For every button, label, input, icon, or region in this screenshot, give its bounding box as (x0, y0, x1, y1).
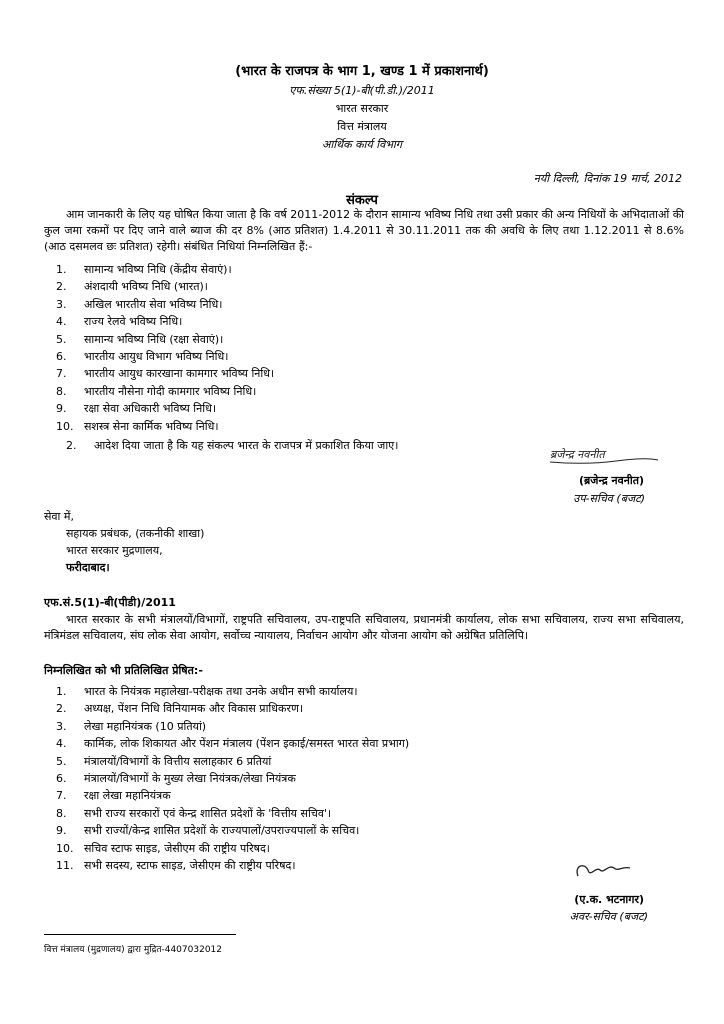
fund-item-number: 7. (56, 367, 67, 381)
copy-recipient-item-text: लेखा महानियंत्रक (10 प्रतियां) (84, 719, 207, 733)
copy-recipient-item (56, 683, 409, 700)
fund-item (56, 400, 274, 417)
fund-item-text: भारतीय आयुध विभाग भविष्य निधि। (84, 349, 229, 363)
copy-recipient-item (56, 700, 409, 717)
ministry-name: वित्त मंत्रालय (337, 120, 387, 133)
copy-recipient-item-text: सभी राज्य सरकारों एवं केन्द्र शासित प्रदेशों के 'वित्तीय सचिव'। (84, 806, 332, 820)
fund-item-number: 4. (56, 315, 67, 329)
copy-recipient-item (56, 735, 409, 752)
fund-item-text: रक्षा सेवा अधिकारी भविष्य निधि। (84, 402, 217, 416)
copy-recipient-item-number: 6. (56, 771, 67, 785)
fund-item-text: अंशदायी भविष्य निधि (भारत)। (84, 280, 208, 294)
copy-recipient-item-text: मंत्रालयों/विभागों के मुख्य लेखा नियंत्रक/लेखा नियंत्रक (84, 771, 296, 785)
fund-item-text: राज्य रेलवे भविष्य निधि। (84, 315, 183, 329)
fund-item-text: सशस्त्र सेना कार्मिक भविष्य निधि। (84, 419, 219, 433)
fund-list (56, 261, 274, 435)
copy-recipient-item-number: 2. (56, 702, 67, 716)
copy-recipient-item-number: 7. (56, 789, 67, 803)
fund-item-number: 3. (56, 297, 67, 311)
copy-recipient-item (56, 857, 409, 874)
copy-recipient-item-number: 3. (56, 719, 67, 733)
copy-recipient-item-text: सभी सदस्य, स्टाफ साइड, जेसीएम की राष्ट्रीय परिषद। (84, 858, 296, 872)
signature-bhatnagar (570, 856, 640, 886)
copy-recipient-item-number: 1. (56, 685, 67, 698)
copy-recipient-item-number: 5. (56, 754, 67, 768)
copy-recipient-item-number: 9. (56, 824, 67, 838)
signatory1-name: (ब्रजेन्द्र नवनीत) (578, 474, 644, 487)
copy-recipient-item-text: रक्षा लेखा महानियंत्रक (84, 789, 171, 803)
department-name: आर्थिक कार्य विभाग (322, 138, 402, 151)
signature-brajendra-text: ब्रजेन्द्र नवनीत (550, 448, 605, 461)
place-and-date: नयी दिल्ली, दिनांक 19 मार्च, 2012 (533, 172, 682, 185)
fund-item-text: सामान्य भविष्य निधि (केंद्रीय सेवाएं)। (84, 263, 232, 276)
government-name: भारत सरकार (335, 102, 389, 115)
copy-recipient-list (56, 683, 409, 874)
fund-item (56, 313, 274, 330)
fund-item-number: 8. (56, 384, 67, 398)
copy-recipient-item-text: मंत्रालयों/विभागों के वित्तीय सलाहकार 6 प्रतियां (84, 754, 272, 768)
copy-recipient-item (56, 840, 409, 857)
resolution-title: संकल्प (346, 193, 378, 208)
fund-item-number: 9. (56, 402, 67, 416)
fund-item-number: 6. (56, 349, 67, 363)
fund-item-text: भारतीय आयुध कारखाना कामगार भविष्य निधि। (84, 367, 275, 381)
signature-stroke (577, 866, 630, 876)
addressee-salutation: सेवा में, (44, 510, 74, 523)
signatory2-name: (ए.क. भटनागर) (574, 893, 644, 906)
resolution-paragraph: आम जानकारी के लिए यह घोषित किया जाता है कि वर्ष 2011-2012 के दौरान सामान्य भविष्य निधि तथा उसी प्रकार की अन्य निधियों के अभिदाताओं की कुल जमा रकमों पर दिए जाने वाले ब्याज की दर 8% (आठ प्रतिशत) 1.4.2011 से 30.11.2011 तक की अवधि के लिए तथा 1.12.2011 से 8.6% (आठ दसमलव छः प्रतिशत) रहेगी। संबंधित निधियां निम्नलिखित हैं:- (44, 208, 685, 253)
signature-brajendra (546, 440, 666, 468)
addressee-line1: सहायक प्रबंधक, (तकनीकी शाखा) (66, 527, 205, 540)
copy-recipient-item-text: भारत के नियंत्रक महालेखा-परीक्षक तथा उनके अधीन सभी कार्यालय। (84, 685, 358, 698)
gazette-note: (भारत के राजपत्र के भाग 1, खण्ड 1 में प्रकाशनार्थ) (235, 64, 489, 79)
order-text: आदेश दिया जाता है कि यह संकल्प भारत के राजपत्र में प्रकाशित किया जाए। (94, 439, 399, 452)
copy-reference: एफ.सं.5(1)-बी(पीडी)/2011 (44, 596, 176, 609)
copy-recipient-item-text: सचिव स्टाफ साइड, जेसीएम की राष्ट्रीय परिषद। (84, 841, 270, 855)
copy-recipient-item-number: 4. (56, 737, 67, 751)
copy-recipient-item (56, 805, 409, 822)
copy-recipient-item (56, 753, 409, 770)
fund-item-number: 1. (56, 263, 67, 276)
fund-item (56, 261, 274, 278)
copy-recipient-item (56, 822, 409, 839)
copy-recipient-item-number: 11. (56, 858, 74, 872)
addressee-line2: भारत सरकार मुद्रणालय, (66, 544, 163, 557)
fund-item-text: भारतीय नौसेना गोदी कामगार भविष्य निधि। (84, 384, 257, 398)
copy-forward-text: भारत सरकार के सभी मंत्रालयों/विभागों, राष्ट्रपति सचिवालय, उप-राष्ट्रपति सचिवालय, प्रधानमंत्री कार्यालय, लोक सभा सचिवालय, राज्य सभा सचिवालय, मंत्रिमंडल सचिवालय, संघ लोक सेवा आयोग, सर्वोच्च न्यायालय, निर्वाचन आयोग और योजना आयोग को अग्रेषित प्रतिलिपि। (44, 613, 684, 642)
printer-footnote: वित्त मंत्रालय (मुद्रणालय) द्वारा मुद्रित-4407032012 (44, 945, 222, 955)
addressee-line3: फरीदाबाद। (66, 561, 110, 574)
signatory1-designation: उप-सचिव (बजट) (573, 492, 645, 505)
copy-recipient-item (56, 718, 409, 735)
fund-item (56, 365, 274, 382)
fund-item (56, 418, 274, 435)
fund-item-text: सामान्य भविष्य निधि (रक्षा सेवाएं)। (84, 332, 224, 346)
copy-recipient-item-text: कार्मिक, लोक शिकायत और पेंशन मंत्रालय (पेंशन इकाई/समस्त भारत सेवा प्रभाग) (84, 737, 410, 751)
signatory2-designation: अवर-सचिव (बजट) (569, 910, 648, 923)
fund-item-text: अखिल भारतीय सेवा भविष्य निधि। (84, 297, 223, 311)
copy-recipient-item (56, 787, 409, 804)
fund-item-number: 10. (56, 419, 74, 433)
fund-item-number: 5. (56, 332, 67, 346)
copy-recipient-item-text: सभी राज्यों/केन्द्र शासित प्रदेशों के राज्यपालों/उपराज्यपालों के सचिव। (84, 824, 360, 838)
copy-recipient-item-number: 8. (56, 806, 67, 820)
fund-item (56, 296, 274, 313)
file-number: एफ.संख्या 5(1)-बी(पी.डी.)/2011 (289, 84, 435, 97)
copy-recipient-item (56, 770, 409, 787)
fund-item (56, 331, 274, 348)
order-line (66, 439, 398, 453)
fund-item-number: 2. (56, 280, 67, 294)
copy2-heading: निम्नलिखित को भी प्रतिलिखित प्रेषित:- (44, 664, 203, 677)
footnote-rule (44, 934, 236, 935)
order-number: 2. (66, 439, 77, 452)
fund-item (56, 278, 274, 295)
copy-recipient-item-number: 10. (56, 841, 74, 855)
copy-recipient-item-text: अध्यक्ष, पेंशन निधि विनियामक और विकास प्राधिकरण। (84, 702, 304, 716)
fund-item (56, 348, 274, 365)
fund-item (56, 383, 274, 400)
